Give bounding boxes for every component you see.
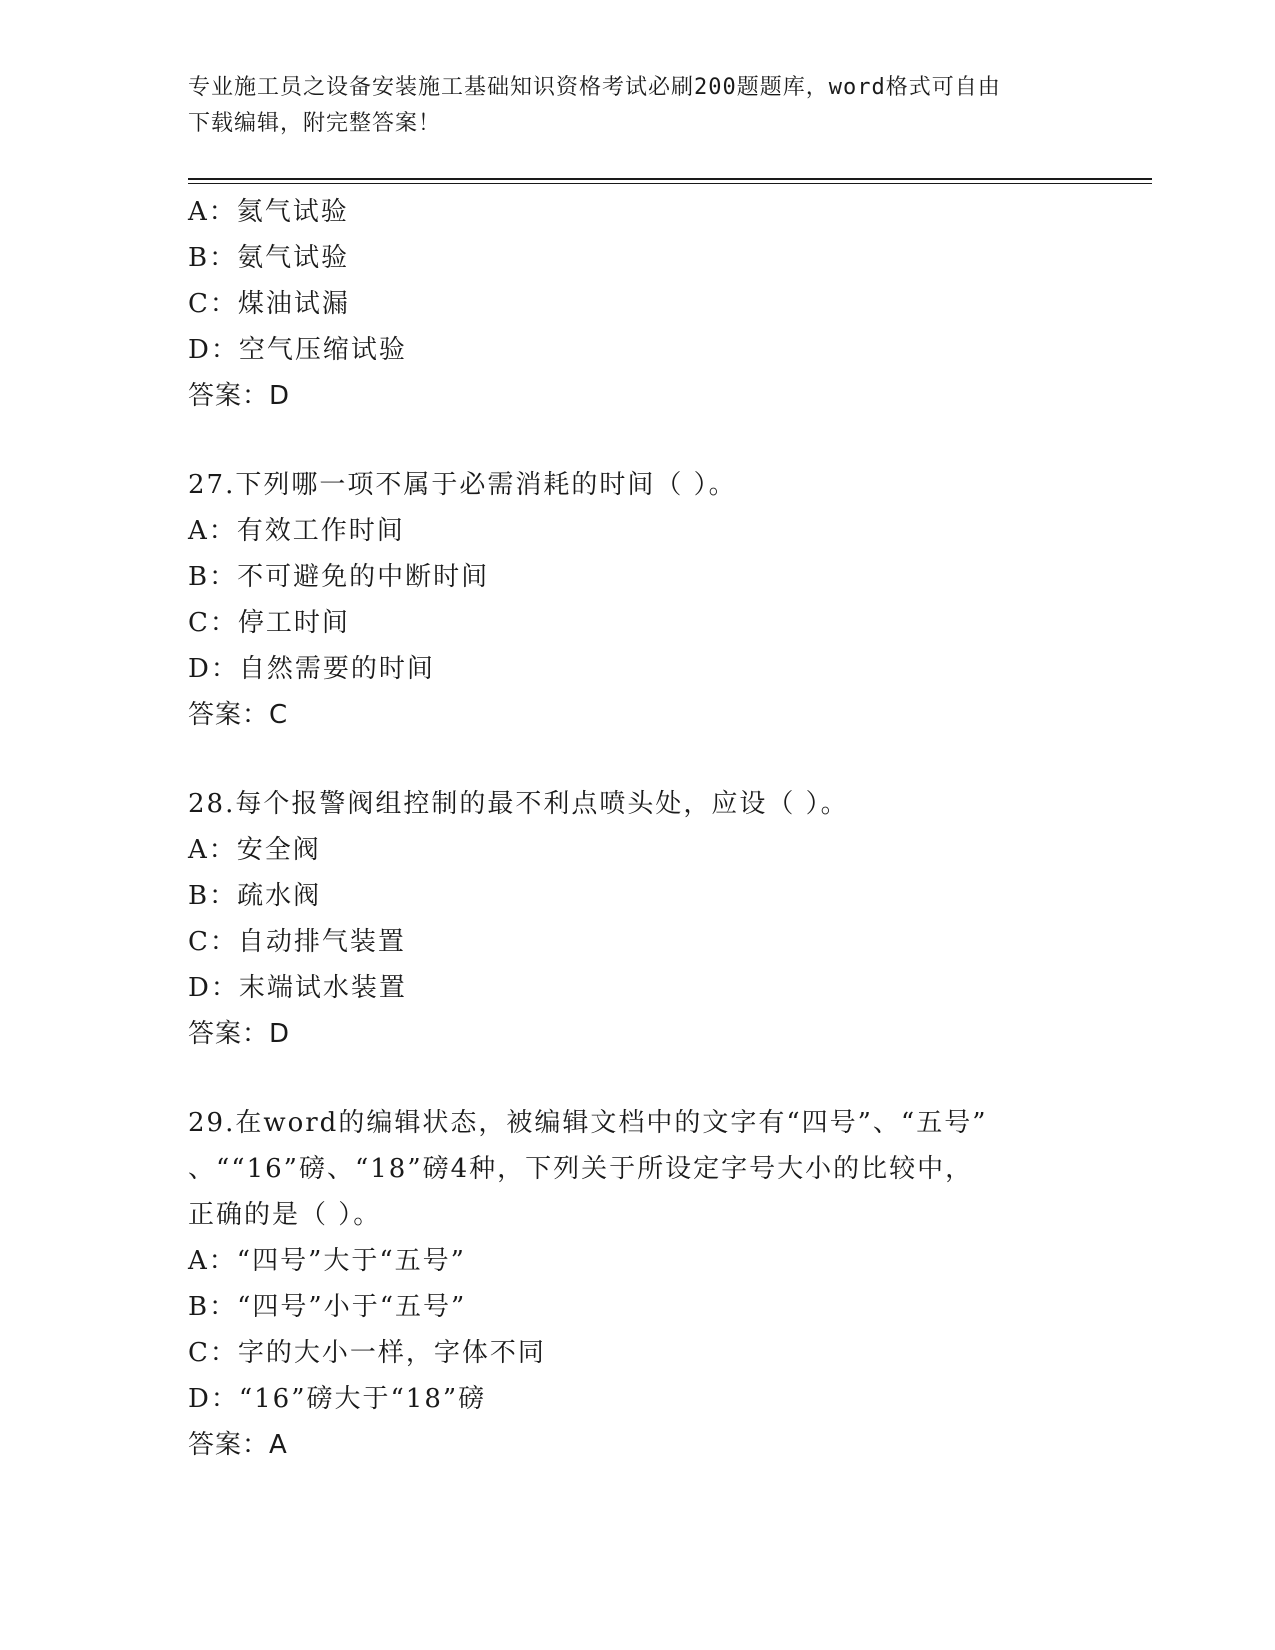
question-spacer <box>188 738 1088 781</box>
answer-line: 答案：D <box>188 1019 291 1049</box>
option-c: C：停工时间 <box>188 608 350 638</box>
question-list <box>188 189 1088 1468</box>
option-d: D：“16”磅大于“18”磅 <box>188 1384 487 1414</box>
question-stem-line-1: 29.在word的编辑状态，被编辑文档中的文字有“四号”、“五号” <box>188 1108 988 1138</box>
option-a: A：安全阀 <box>188 835 321 865</box>
option-a: A：“四号”大于“五号” <box>188 1246 466 1276</box>
option-a: A：氦气试验 <box>188 197 349 227</box>
question-26 <box>188 189 1088 419</box>
option-b: B：不可避免的中断时间 <box>188 562 490 592</box>
question-stem-line-3: 正确的是（ ）。 <box>188 1200 382 1230</box>
question-spacer <box>188 419 1088 462</box>
option-d: D：自然需要的时间 <box>188 654 435 684</box>
option-b: B：“四号”小于“五号” <box>188 1292 467 1322</box>
question-28 <box>188 781 1088 1057</box>
answer-line: 答案：A <box>188 1430 288 1460</box>
question-spacer <box>188 1057 1088 1100</box>
option-c: C：煤油试漏 <box>188 289 350 319</box>
option-c: C：自动排气装置 <box>188 927 406 957</box>
question-stem: 27.下列哪一项不属于必需消耗的时间（ ）。 <box>188 470 737 500</box>
question-29 <box>188 1100 1088 1468</box>
answer-line: 答案：C <box>188 700 289 730</box>
question-27 <box>188 462 1088 738</box>
question-stem: 28.每个报警阀组控制的最不利点喷头处，应设（ ）。 <box>188 789 849 819</box>
option-c: C：字的大小一样，字体不同 <box>188 1338 546 1368</box>
option-b: B：疏水阀 <box>188 881 322 911</box>
option-d: D：末端试水装置 <box>188 973 407 1003</box>
answer-line: 答案：D <box>188 381 291 411</box>
document-header <box>188 70 1068 142</box>
option-a: A：有效工作时间 <box>188 516 405 546</box>
header-divider-thick <box>188 178 1152 180</box>
header-title-line-2: 下载编辑，附完整答案！ <box>188 111 442 136</box>
option-d: D：空气压缩试验 <box>188 335 407 365</box>
question-stem-line-2: 、““16”磅、“18”磅4种，下列关于所设定字号大小的比较中， <box>188 1154 974 1184</box>
option-b: B：氨气试验 <box>188 243 350 273</box>
header-title-line-1: 专业施工员之设备安装施工基础知识资格考试必刷200题题库，word格式可自由 <box>188 75 1001 100</box>
header-divider-thin <box>188 183 1152 184</box>
